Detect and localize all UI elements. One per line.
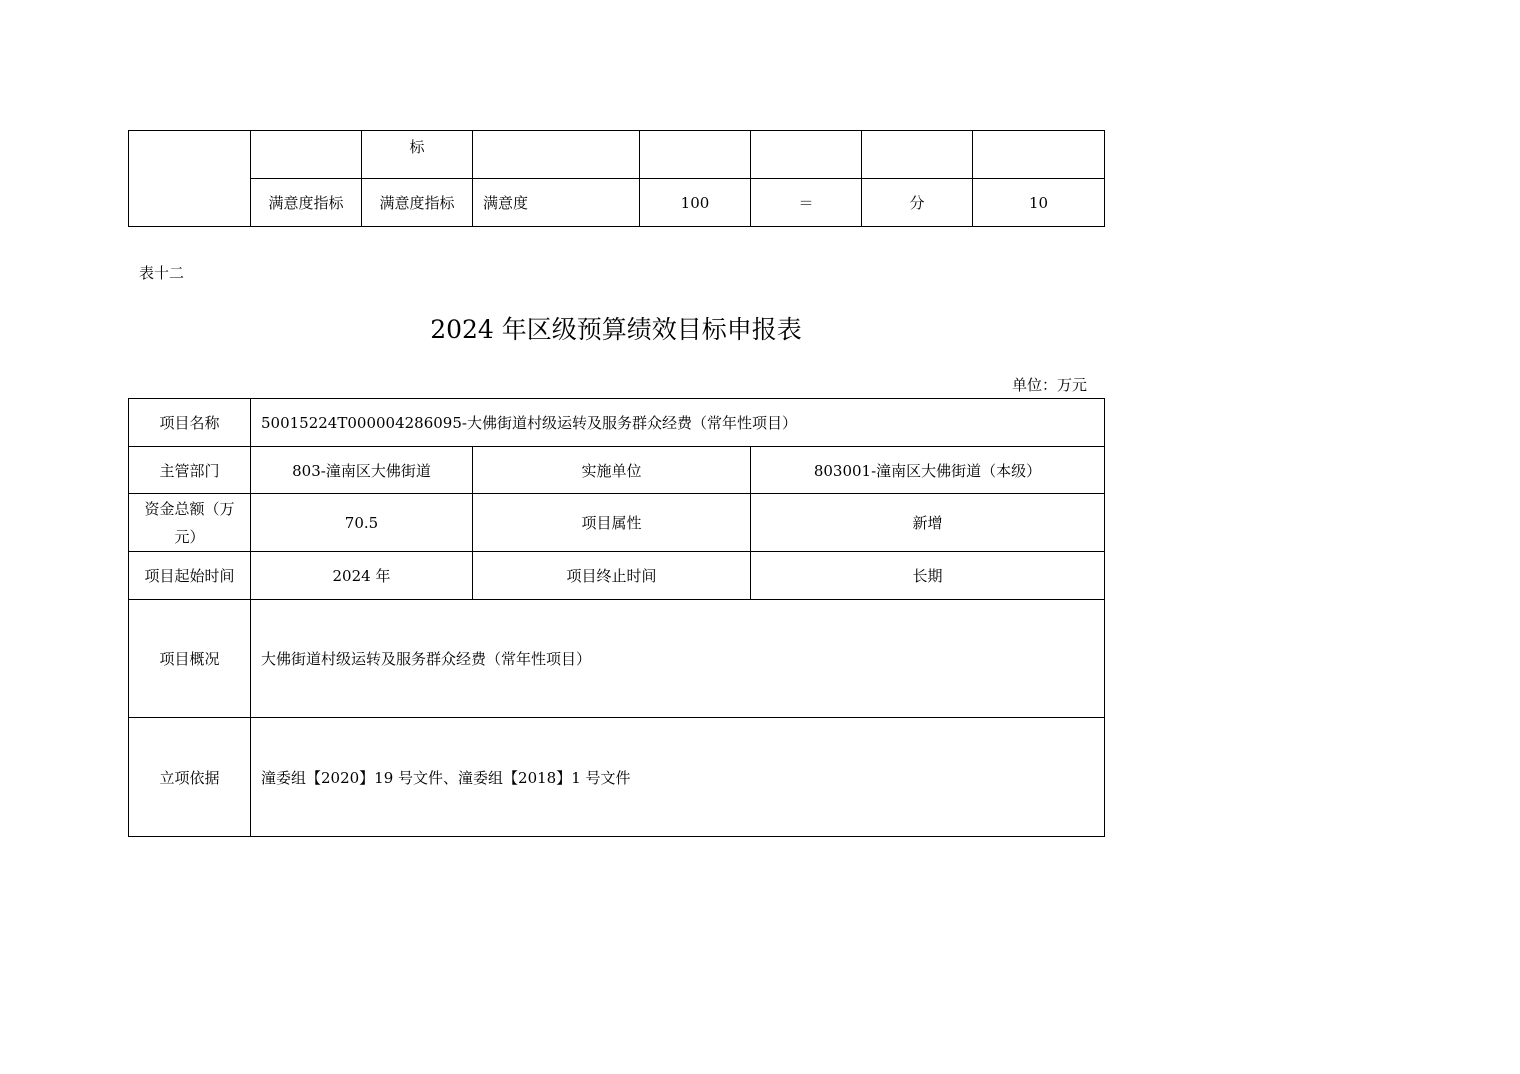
unit-label: 单位：万元	[1012, 376, 1088, 394]
indicator-level2-cell: 标	[362, 131, 473, 179]
indicator-level1-cell	[251, 131, 362, 179]
dept-value: 803-潼南区大佛街道	[251, 447, 473, 494]
satisfaction-operator-cell: ＝	[751, 179, 862, 227]
satisfaction-weight-cell: 10	[973, 179, 1105, 227]
basis-label: 立项依据	[129, 718, 251, 837]
fund-total-label: 资金总额（万元）	[129, 494, 251, 552]
start-time-value: 2024 年	[251, 552, 473, 600]
satisfaction-unit-cell: 分	[862, 179, 973, 227]
document-title: 2024 年区级预算绩效目标申报表	[430, 315, 802, 344]
indicator-weight-cell	[973, 131, 1105, 179]
satisfaction-level2-cell: 满意度指标	[362, 179, 473, 227]
impl-unit-value: 803001-潼南区大佛街道（本级）	[751, 447, 1105, 494]
satisfaction-name-cell: 满意度	[473, 179, 640, 227]
end-time-value: 长期	[751, 552, 1105, 600]
budget-target-form	[128, 398, 1105, 837]
project-name-value: 50015224T000004286095-大佛街道村级运转及服务群众经费（常年性项目）	[251, 399, 1105, 447]
end-time-label: 项目终止时间	[473, 552, 751, 600]
satisfaction-level1-cell: 满意度指标	[251, 179, 362, 227]
overview-value: 大佛街道村级运转及服务群众经费（常年性项目）	[251, 600, 1105, 718]
overview-label: 项目概况	[129, 600, 251, 718]
performance-indicator-table-continued	[128, 130, 1105, 227]
project-attr-value: 新增	[751, 494, 1105, 552]
indicator-category-cell	[129, 131, 251, 227]
satisfaction-value-cell: 100	[640, 179, 751, 227]
indicator-operator-cell	[751, 131, 862, 179]
project-name-label: 项目名称	[129, 399, 251, 447]
fund-total-value: 70.5	[251, 494, 473, 552]
indicator-unit-cell	[862, 131, 973, 179]
start-time-label: 项目起始时间	[129, 552, 251, 600]
project-attr-label: 项目属性	[473, 494, 751, 552]
indicator-name-cell	[473, 131, 640, 179]
impl-unit-label: 实施单位	[473, 447, 751, 494]
dept-label: 主管部门	[129, 447, 251, 494]
basis-value: 潼委组【2020】19 号文件、潼委组【2018】1 号文件	[251, 718, 1105, 837]
table-number-label: 表十二	[139, 264, 185, 282]
indicator-value-cell	[640, 131, 751, 179]
